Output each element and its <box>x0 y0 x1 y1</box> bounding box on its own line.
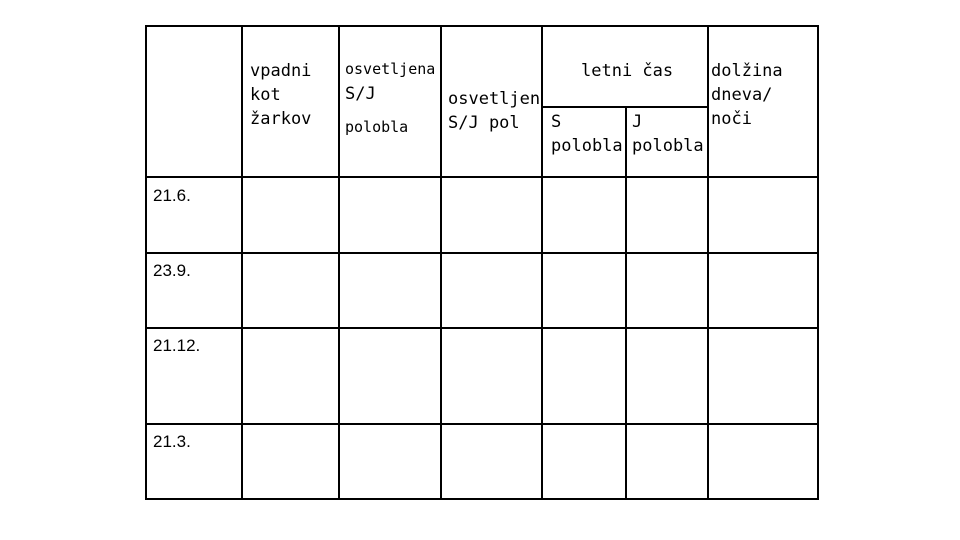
header-dolzina: dolžina dneva/ noči <box>711 61 783 129</box>
row-date-3: 21.12. <box>153 336 201 355</box>
table-vline-4 <box>541 25 543 500</box>
header-j-polobla: J polobla <box>632 112 704 156</box>
header-osvetljen-pol: osvetljen S/J pol <box>448 89 541 133</box>
row-date-2: 23.9. <box>153 261 191 280</box>
table-vline-6 <box>707 25 709 500</box>
row-date-4: 21.3. <box>153 432 191 451</box>
table-hline-row3 <box>145 423 819 425</box>
table-vline-5 <box>625 106 627 500</box>
table-hline-row1 <box>145 252 819 254</box>
table-vline-1 <box>241 25 243 500</box>
header-osvetljena: osvetljena <box>345 60 436 78</box>
table-border-top <box>145 25 819 27</box>
header-letni-cas: letni čas <box>581 61 674 81</box>
header-vpadni-kot: vpadni kot žarkov <box>250 61 312 129</box>
header-osv-sj: S/J <box>345 84 376 104</box>
table-hline-row2 <box>145 327 819 329</box>
table-border-bottom <box>145 498 819 500</box>
table-vline-3 <box>440 25 442 500</box>
header-osv-polobla: polobla <box>345 118 409 136</box>
table-hline-header <box>145 176 819 178</box>
table-vline-2 <box>338 25 340 500</box>
table-border-right <box>817 25 819 500</box>
row-date-1: 21.6. <box>153 186 191 205</box>
header-s-polobla: S polobla <box>551 112 623 156</box>
table-border-left <box>145 25 147 500</box>
